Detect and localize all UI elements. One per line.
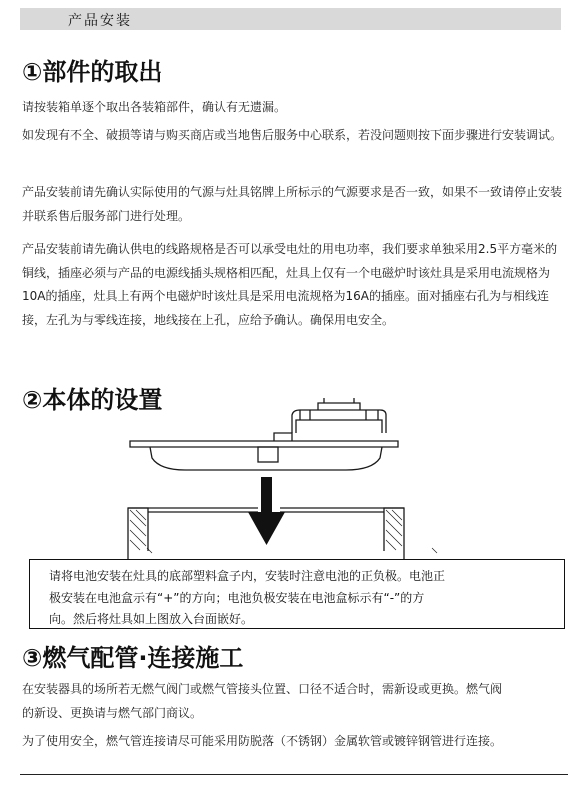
pan-support bbox=[318, 403, 360, 410]
down-arrow-icon bbox=[248, 477, 285, 545]
section-title-parts-removal: ①部件的取出 bbox=[22, 58, 163, 86]
section-title-body-setup: ②本体的设置 bbox=[22, 386, 163, 414]
countertop-right bbox=[384, 508, 404, 560]
notice-line-3: 向。然后将灶具如上图放入台面嵌好。 bbox=[49, 612, 254, 626]
footer-divider bbox=[20, 774, 568, 775]
stove-body bbox=[150, 447, 382, 470]
burner-inner bbox=[296, 420, 382, 433]
control-box bbox=[258, 447, 278, 462]
paragraph-gas-pipe-safety: 为了使用安全，燃气管连接请尽可能采用防脱落（不锈钢）金属软管或镀锌钢管进行连接。 bbox=[22, 734, 503, 748]
page-header-title: 产品安装 bbox=[68, 13, 132, 29]
stove-top-plate bbox=[130, 441, 398, 447]
paragraph-gas-source-check: 产品安装前请先确认实际使用的气源与灶具铭牌上所标示的气源要求是否一致，如果不一致请停止安装并联系售后服务部门进行处理。 bbox=[22, 185, 563, 223]
paragraph-check-packing-list: 请按装箱单逐个取出各装箱部件，确认有无遗漏。 bbox=[22, 100, 287, 114]
battery-notice-box bbox=[29, 559, 565, 629]
notice-line-1: 请将电池安装在灶具的底部塑料盒子内，安装时注意电池的正负极。电池正 bbox=[49, 569, 446, 583]
paragraph-power-supply-check: 产品安装前请先确认供电的线路规格是否可以承受电灶的用电功率，我们要求单独采用2.5平方毫米的铜线，插座必须与产品的电源线插头规格相匹配，灶具上仅有一个电磁炉时该灶具是采用电流规格为10A的插座，灶具上有两个电磁炉时该灶具是采用电流规格为16A的插座。面对插座右孔为与相线连接，左孔为与零线连接，地线接在上孔，应给予确认。确保用电安全。 bbox=[22, 242, 558, 327]
notice-line-2: 极安装在电池盒示有“+”的方向；电池负极安装在电池盒标示有“-”的方 bbox=[49, 590, 425, 605]
paragraph-damage-contact: 如发现有不全、破损等请与购买商店或当地售后服务中心联系，若没问题则按下面步骤进行安装调试。 bbox=[22, 128, 563, 142]
paragraph-gas-valve-new: 在安装器具的场所若无燃气阀门或燃气管接头位置、口径不适合时，需新设或更换。燃气阀的新设、更换请与燃气部门商议。 bbox=[22, 682, 503, 720]
burner-assembly bbox=[292, 410, 386, 433]
section-title-gas-piping: ③燃气配管·连接施工 bbox=[22, 644, 244, 672]
stove-connector bbox=[274, 433, 292, 441]
countertop-left bbox=[128, 508, 148, 560]
